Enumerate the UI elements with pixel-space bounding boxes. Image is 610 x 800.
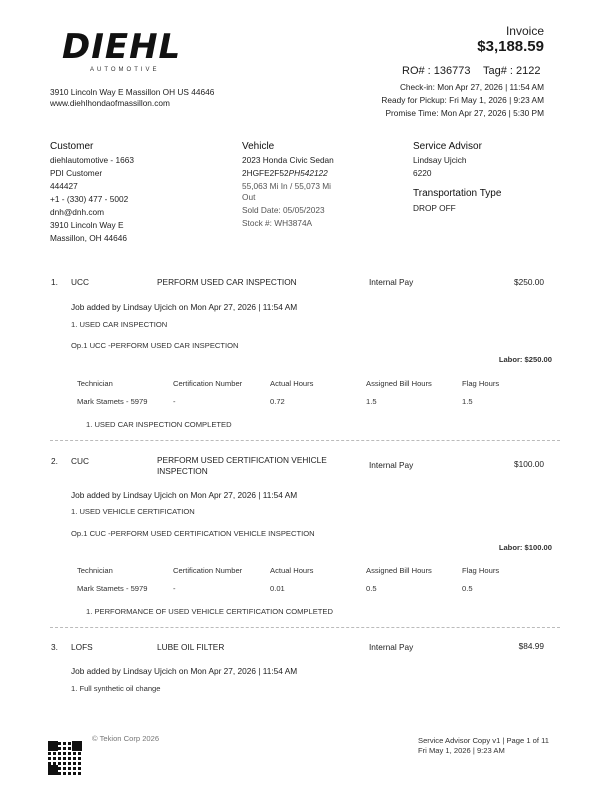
logo-subtitle: AUTOMOTIVE	[90, 67, 160, 73]
job-note: 1. Full synthetic oil change	[71, 684, 161, 693]
transport-heading: Transportation Type	[413, 188, 502, 199]
job-note: 1. USED VEHICLE CERTIFICATION	[71, 507, 195, 516]
tech-cert: -	[173, 397, 176, 406]
customer-line: Massillon, OH 44646	[50, 233, 128, 243]
tech-header: Certification Number	[173, 379, 243, 388]
tech-header: Technician	[77, 566, 113, 575]
customer-heading: Customer	[50, 141, 94, 152]
promise-time: Promise Time: Mon Apr 27, 2026 | 5:30 PM	[385, 108, 544, 118]
vin-suffix: PH542122	[288, 168, 328, 178]
customer-line: diehlautomotive - 1663	[50, 155, 134, 165]
tech-bill-hours: 0.5	[366, 584, 377, 593]
job-number: 3.	[51, 642, 58, 652]
qr-code	[48, 741, 82, 775]
logo-brand: DIEHL	[62, 27, 182, 67]
job-code: UCC	[71, 277, 89, 287]
vehicle-model: 2023 Honda Civic Sedan	[242, 155, 334, 165]
job-code: CUC	[71, 456, 89, 466]
ro-number: RO# : 136773	[402, 65, 471, 77]
tech-header: Flag Hours	[462, 379, 500, 388]
customer-line: 3910 Lincoln Way E	[50, 220, 124, 230]
job-pay-type: Internal Pay	[369, 642, 414, 652]
customer-line: 444427	[50, 181, 78, 191]
vehicle-vin	[242, 168, 334, 179]
job-title: PERFORM USED CAR INSPECTION	[157, 277, 297, 287]
customer-line: PDI Customer	[50, 168, 103, 178]
job-pay-type: Internal Pay	[369, 460, 414, 470]
job-result: 1. PERFORMANCE OF USED VEHICLE CERTIFICATION COMPLETED	[86, 607, 333, 616]
customer-block	[50, 155, 134, 244]
tech-header: Technician	[77, 379, 113, 388]
printed-date: Fri May 1, 2026 | 9:23 AM	[418, 746, 505, 755]
dealer-address: 3910 Lincoln Way E Massillon OH US 44646	[50, 87, 215, 97]
tag-number: Tag# : 2122	[483, 65, 541, 77]
job-amount: $100.00	[514, 459, 544, 469]
job-code: LOFS	[71, 642, 93, 652]
job-number: 1.	[51, 277, 58, 287]
job-added: Job added by Lindsay Ujcich on Mon Apr 27, 2026 | 11:54 AM	[71, 490, 298, 500]
tech-header: Actual Hours	[270, 379, 314, 388]
job-note: 1. USED CAR INSPECTION	[71, 320, 168, 329]
job-added: Job added by Lindsay Ujcich on Mon Apr 27, 2026 | 11:54 AM	[71, 302, 298, 312]
tech-name: Mark Stamets - 5979	[77, 397, 148, 406]
vehicle-block	[242, 155, 334, 229]
job-amount: $84.99	[518, 641, 544, 651]
copyright: © Tekion Corp 2026	[92, 734, 160, 743]
customer-phone: +1 - (330) 477 - 5002	[50, 194, 129, 204]
vehicle-stock: Stock #: WH3874A	[242, 218, 313, 228]
job-labor: Labor: $250.00	[498, 355, 552, 364]
tech-flag-hours: 0.5	[462, 584, 473, 593]
transport-type: DROP OFF	[413, 203, 456, 213]
job-title: LUBE OIL FILTER	[157, 642, 225, 652]
job-labor: Labor: $100.00	[498, 543, 552, 552]
vehicle-miles-out: Out	[242, 192, 256, 202]
invoice-label: Invoice	[505, 24, 544, 38]
tech-header: Assigned Bill Hours	[366, 566, 432, 575]
job-amount: $250.00	[514, 277, 544, 287]
tech-cert: -	[173, 584, 176, 593]
job-divider	[50, 627, 560, 628]
tech-actual-hours: 0.72	[270, 397, 285, 406]
invoice-total: $3,188.59	[477, 38, 544, 55]
job-title: PERFORM USED CERTIFICATION VEHICLE	[157, 455, 327, 465]
customer-email: dnh@dnh.com	[50, 207, 105, 217]
vehicle-heading: Vehicle	[242, 141, 275, 152]
vin-prefix: 2HGFE2F52	[242, 168, 289, 178]
job-divider	[50, 440, 560, 441]
job-operation: Op.1 UCC -PERFORM USED CAR INSPECTION	[71, 341, 239, 350]
tech-header: Assigned Bill Hours	[366, 379, 432, 388]
vehicle-sold-date: Sold Date: 05/05/2023	[242, 205, 325, 215]
advisor-heading: Service Advisor	[413, 141, 482, 152]
job-added: Job added by Lindsay Ujcich on Mon Apr 27, 2026 | 11:54 AM	[71, 666, 298, 676]
dealer-logo	[62, 27, 182, 80]
tech-header: Actual Hours	[270, 566, 314, 575]
job-title-cont: INSPECTION	[157, 466, 208, 476]
job-number: 2.	[51, 456, 58, 466]
vehicle-miles: 55,063 Mi In / 55,073 Mi	[242, 181, 332, 191]
advisor-id: 6220	[413, 168, 432, 178]
checkin-time: Check-in: Mon Apr 27, 2026 | 11:54 AM	[399, 82, 544, 92]
tech-header: Flag Hours	[462, 566, 500, 575]
copy-info: Service Advisor Copy v1 | Page 1 of 11	[418, 736, 549, 745]
job-result: 1. USED CAR INSPECTION COMPLETED	[86, 420, 232, 429]
tech-header: Certification Number	[173, 566, 243, 575]
tech-bill-hours: 1.5	[366, 397, 377, 406]
tech-name: Mark Stamets - 5979	[77, 584, 148, 593]
tech-actual-hours: 0.01	[270, 584, 285, 593]
job-operation: Op.1 CUC -PERFORM USED CERTIFICATION VEHICLE INSPECTION	[71, 529, 315, 538]
job-pay-type: Internal Pay	[369, 277, 414, 287]
advisor-name: Lindsay Ujcich	[413, 155, 467, 165]
tech-flag-hours: 1.5	[462, 397, 473, 406]
dealer-website: www.diehlhondaofmassillon.com	[50, 98, 170, 108]
ready-time: Ready for Pickup: Fri May 1, 2026 | 9:23 AM	[381, 95, 544, 105]
